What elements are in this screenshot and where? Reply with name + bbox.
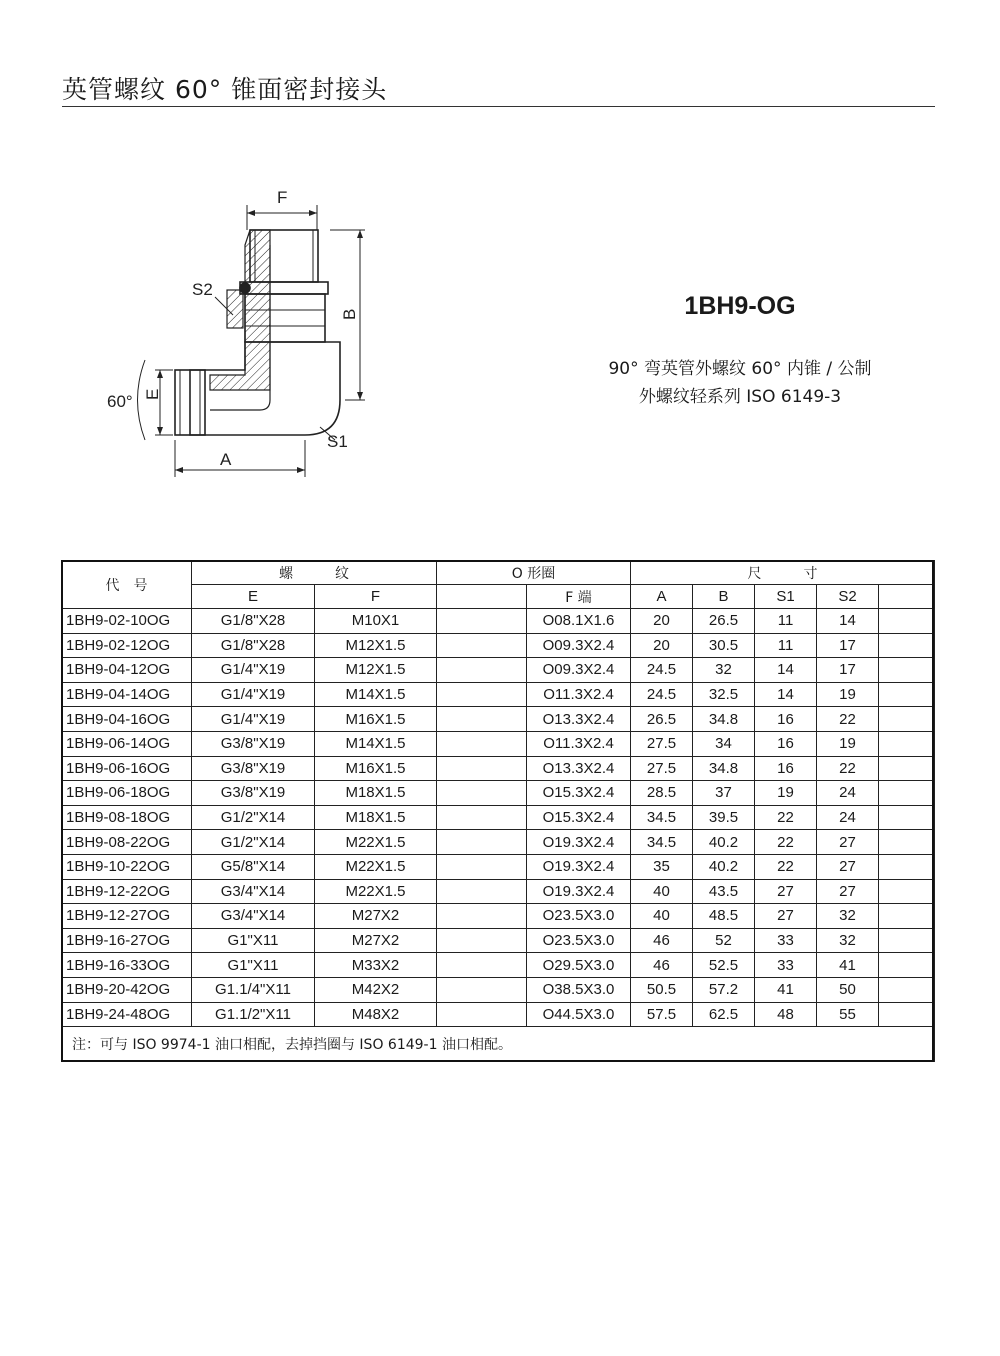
cell-e: G3/8"X19 [192, 731, 315, 756]
cell-a: 24.5 [631, 658, 693, 683]
cell-s1: 16 [755, 707, 817, 732]
cell-b: 62.5 [693, 1002, 755, 1027]
cell-blank [437, 1002, 527, 1027]
cell-e: G3/4"X14 [192, 879, 315, 904]
cell-blank [879, 830, 935, 855]
cell-oring: O13.3X2.4 [527, 756, 631, 781]
cell-a: 28.5 [631, 781, 693, 806]
cell-blank [437, 707, 527, 732]
cell-code: 1BH9-04-14OG [62, 682, 192, 707]
cell-f: M22X1.5 [315, 854, 437, 879]
cell-code: 1BH9-12-22OG [62, 879, 192, 904]
cell-oring: O29.5X3.0 [527, 953, 631, 978]
table-row [62, 682, 935, 707]
header-oring-blank [437, 585, 527, 609]
cell-s1: 33 [755, 928, 817, 953]
cell-b: 30.5 [693, 633, 755, 658]
cell-blank [879, 731, 935, 756]
dim-label-S2: S2 [192, 280, 213, 299]
dim-label-F: F [277, 188, 288, 207]
table-row [62, 879, 935, 904]
cell-b: 39.5 [693, 805, 755, 830]
cell-f: M16X1.5 [315, 756, 437, 781]
cell-e: G1/4"X19 [192, 682, 315, 707]
cell-e: G1/2"X14 [192, 830, 315, 855]
cell-oring: O15.3X2.4 [527, 805, 631, 830]
dim-label-E: E [143, 388, 162, 400]
cell-e: G1.1/2"X11 [192, 1002, 315, 1027]
cell-b: 32 [693, 658, 755, 683]
cell-blank [437, 781, 527, 806]
cell-b: 57.2 [693, 977, 755, 1002]
header-S2: S2 [817, 585, 879, 609]
header-F: F [315, 585, 437, 609]
cell-s1: 14 [755, 682, 817, 707]
cell-blank [437, 953, 527, 978]
dim-label-A: A [220, 450, 232, 469]
cell-s2: 50 [817, 977, 879, 1002]
cell-oring: O19.3X2.4 [527, 879, 631, 904]
dim-label-S1: S1 [327, 432, 348, 451]
table-row [62, 904, 935, 929]
header-blank [879, 585, 935, 609]
cell-code: 1BH9-12-27OG [62, 904, 192, 929]
cell-s1: 11 [755, 633, 817, 658]
cell-code: 1BH9-16-33OG [62, 953, 192, 978]
cell-e: G3/4"X14 [192, 904, 315, 929]
cell-oring: O44.5X3.0 [527, 1002, 631, 1027]
cell-e: G5/8"X14 [192, 854, 315, 879]
cell-b: 52 [693, 928, 755, 953]
cell-blank [879, 854, 935, 879]
cell-blank [879, 682, 935, 707]
cell-a: 20 [631, 633, 693, 658]
cell-a: 50.5 [631, 977, 693, 1002]
cell-s1: 48 [755, 1002, 817, 1027]
cell-code: 1BH9-08-18OG [62, 805, 192, 830]
cell-a: 20 [631, 609, 693, 634]
cell-f: M10X1 [315, 609, 437, 634]
cell-code: 1BH9-06-16OG [62, 756, 192, 781]
table-row [62, 977, 935, 1002]
cell-blank [879, 658, 935, 683]
table-header-row-1 [62, 561, 935, 585]
cell-s1: 22 [755, 830, 817, 855]
cell-b: 52.5 [693, 953, 755, 978]
cell-blank [879, 879, 935, 904]
cell-e: G1"X11 [192, 928, 315, 953]
cell-e: G1.1/4"X11 [192, 977, 315, 1002]
cell-code: 1BH9-20-42OG [62, 977, 192, 1002]
cell-f: M18X1.5 [315, 781, 437, 806]
product-description-line-1: 90° 弯英管外螺纹 60° 内锥 / 公制 [608, 359, 872, 379]
cell-blank [437, 854, 527, 879]
header-S1: S1 [755, 585, 817, 609]
header-code: 代 号 [62, 561, 192, 609]
table-row [62, 756, 935, 781]
cell-oring: O23.5X3.0 [527, 904, 631, 929]
cell-f: M48X2 [315, 1002, 437, 1027]
cell-code: 1BH9-04-12OG [62, 658, 192, 683]
cell-s1: 19 [755, 781, 817, 806]
cell-blank [879, 977, 935, 1002]
cell-f: M27X2 [315, 904, 437, 929]
angle-label: 60° [107, 392, 133, 411]
cell-code: 1BH9-08-22OG [62, 830, 192, 855]
cell-s1: 33 [755, 953, 817, 978]
table-row [62, 609, 935, 634]
cell-a: 24.5 [631, 682, 693, 707]
cell-b: 34.8 [693, 756, 755, 781]
cell-code: 1BH9-02-12OG [62, 633, 192, 658]
cell-s2: 32 [817, 928, 879, 953]
cell-oring: O08.1X1.6 [527, 609, 631, 634]
cell-blank [437, 609, 527, 634]
header-dimensions: 尺 寸 [631, 561, 935, 585]
cell-oring: O19.3X2.4 [527, 830, 631, 855]
cell-b: 34 [693, 731, 755, 756]
cell-f: M27X2 [315, 928, 437, 953]
cell-s2: 32 [817, 904, 879, 929]
cell-s1: 14 [755, 658, 817, 683]
cell-blank [437, 904, 527, 929]
cell-a: 46 [631, 953, 693, 978]
header-thread: 螺 纹 [192, 561, 437, 585]
cell-e: G1/8"X28 [192, 609, 315, 634]
cell-a: 35 [631, 854, 693, 879]
cell-blank [437, 879, 527, 904]
cell-oring: O11.3X2.4 [527, 731, 631, 756]
cell-e: G3/8"X19 [192, 781, 315, 806]
cell-s2: 27 [817, 879, 879, 904]
cell-blank [437, 805, 527, 830]
cell-oring: O23.5X3.0 [527, 928, 631, 953]
cell-a: 26.5 [631, 707, 693, 732]
cell-oring: O09.3X2.4 [527, 658, 631, 683]
cell-s1: 16 [755, 731, 817, 756]
cell-code: 1BH9-02-10OG [62, 609, 192, 634]
cell-s2: 24 [817, 805, 879, 830]
cell-s1: 22 [755, 805, 817, 830]
cell-s1: 16 [755, 756, 817, 781]
cell-s2: 19 [817, 731, 879, 756]
cell-b: 43.5 [693, 879, 755, 904]
cell-blank [437, 977, 527, 1002]
cell-b: 26.5 [693, 609, 755, 634]
cell-e: G1/8"X28 [192, 633, 315, 658]
cell-s1: 27 [755, 879, 817, 904]
cell-blank [879, 756, 935, 781]
cell-blank [437, 928, 527, 953]
cell-blank [879, 609, 935, 634]
table-row [62, 953, 935, 978]
cell-b: 48.5 [693, 904, 755, 929]
cell-f: M12X1.5 [315, 658, 437, 683]
cell-e: G1/4"X19 [192, 707, 315, 732]
table-row [62, 633, 935, 658]
cell-code: 1BH9-04-16OG [62, 707, 192, 732]
cell-s2: 22 [817, 707, 879, 732]
cell-f: M16X1.5 [315, 707, 437, 732]
cell-s2: 24 [817, 781, 879, 806]
cell-s2: 27 [817, 830, 879, 855]
cell-blank [879, 953, 935, 978]
cell-a: 34.5 [631, 830, 693, 855]
cell-blank [437, 731, 527, 756]
cell-b: 40.2 [693, 830, 755, 855]
table-row [62, 805, 935, 830]
title-divider [62, 106, 935, 107]
cell-b: 40.2 [693, 854, 755, 879]
cell-f: M18X1.5 [315, 805, 437, 830]
cell-s2: 22 [817, 756, 879, 781]
header-E: E [192, 585, 315, 609]
table-row [62, 1002, 935, 1027]
cell-f: M14X1.5 [315, 731, 437, 756]
cell-oring: O19.3X2.4 [527, 854, 631, 879]
cell-s2: 27 [817, 854, 879, 879]
cell-blank [879, 928, 935, 953]
fitting-drawing [95, 185, 395, 485]
cell-a: 40 [631, 879, 693, 904]
cell-oring: O09.3X2.4 [527, 633, 631, 658]
cell-blank [879, 1002, 935, 1027]
header-B: B [693, 585, 755, 609]
cell-blank [879, 904, 935, 929]
cell-f: M22X1.5 [315, 879, 437, 904]
table-note: 注：可与 ISO 9974-1 油口相配，去掉挡圈与 ISO 6149-1 油口相配。 [62, 1027, 935, 1062]
cell-oring: O38.5X3.0 [527, 977, 631, 1002]
cell-a: 27.5 [631, 731, 693, 756]
cell-a: 40 [631, 904, 693, 929]
cell-f: M14X1.5 [315, 682, 437, 707]
cell-f: M42X2 [315, 977, 437, 1002]
note-row [62, 1027, 935, 1062]
cell-blank [879, 707, 935, 732]
header-oring: O 形圈 [437, 561, 631, 585]
table-row [62, 731, 935, 756]
cell-oring: O13.3X2.4 [527, 707, 631, 732]
cell-blank [437, 830, 527, 855]
cell-oring: O11.3X2.4 [527, 682, 631, 707]
cell-a: 46 [631, 928, 693, 953]
cell-a: 57.5 [631, 1002, 693, 1027]
cell-blank [879, 781, 935, 806]
cell-e: G1"X11 [192, 953, 315, 978]
cell-code: 1BH9-10-22OG [62, 854, 192, 879]
cell-s1: 41 [755, 977, 817, 1002]
table-row [62, 707, 935, 732]
cell-f: M33X2 [315, 953, 437, 978]
cell-s2: 17 [817, 658, 879, 683]
cell-e: G1/2"X14 [192, 805, 315, 830]
table-header-row-2 [62, 585, 935, 609]
cell-blank [437, 633, 527, 658]
cell-s2: 17 [817, 633, 879, 658]
cell-code: 1BH9-24-48OG [62, 1002, 192, 1027]
product-description-line-2: 外螺纹轻系列 ISO 6149-3 [638, 387, 842, 407]
header-A: A [631, 585, 693, 609]
cell-e: G1/4"X19 [192, 658, 315, 683]
table-row [62, 658, 935, 683]
table-row [62, 781, 935, 806]
cell-blank [879, 633, 935, 658]
page-title: 英管螺纹 60° 锥面密封接头 [62, 75, 388, 104]
cell-s2: 14 [817, 609, 879, 634]
cell-blank [437, 658, 527, 683]
cell-blank [879, 805, 935, 830]
cell-s2: 19 [817, 682, 879, 707]
cell-b: 37 [693, 781, 755, 806]
cell-f: M12X1.5 [315, 633, 437, 658]
table-row [62, 928, 935, 953]
table-row [62, 854, 935, 879]
cell-code: 1BH9-16-27OG [62, 928, 192, 953]
cell-code: 1BH9-06-14OG [62, 731, 192, 756]
dim-label-B: B [340, 308, 359, 320]
cell-s1: 27 [755, 904, 817, 929]
cell-blank [437, 682, 527, 707]
cell-s1: 11 [755, 609, 817, 634]
cell-a: 34.5 [631, 805, 693, 830]
cell-code: 1BH9-06-18OG [62, 781, 192, 806]
cell-e: G3/8"X19 [192, 756, 315, 781]
cell-b: 34.8 [693, 707, 755, 732]
cell-s2: 41 [817, 953, 879, 978]
cell-s1: 22 [755, 854, 817, 879]
spec-table [61, 560, 935, 1062]
cell-f: M22X1.5 [315, 830, 437, 855]
cell-s2: 55 [817, 1002, 879, 1027]
product-code: 1BH9-OG [684, 292, 796, 320]
cell-oring: O15.3X2.4 [527, 781, 631, 806]
cell-blank [437, 756, 527, 781]
cell-a: 27.5 [631, 756, 693, 781]
header-oring-F-end: F 端 [527, 585, 631, 609]
table-row [62, 830, 935, 855]
cell-b: 32.5 [693, 682, 755, 707]
